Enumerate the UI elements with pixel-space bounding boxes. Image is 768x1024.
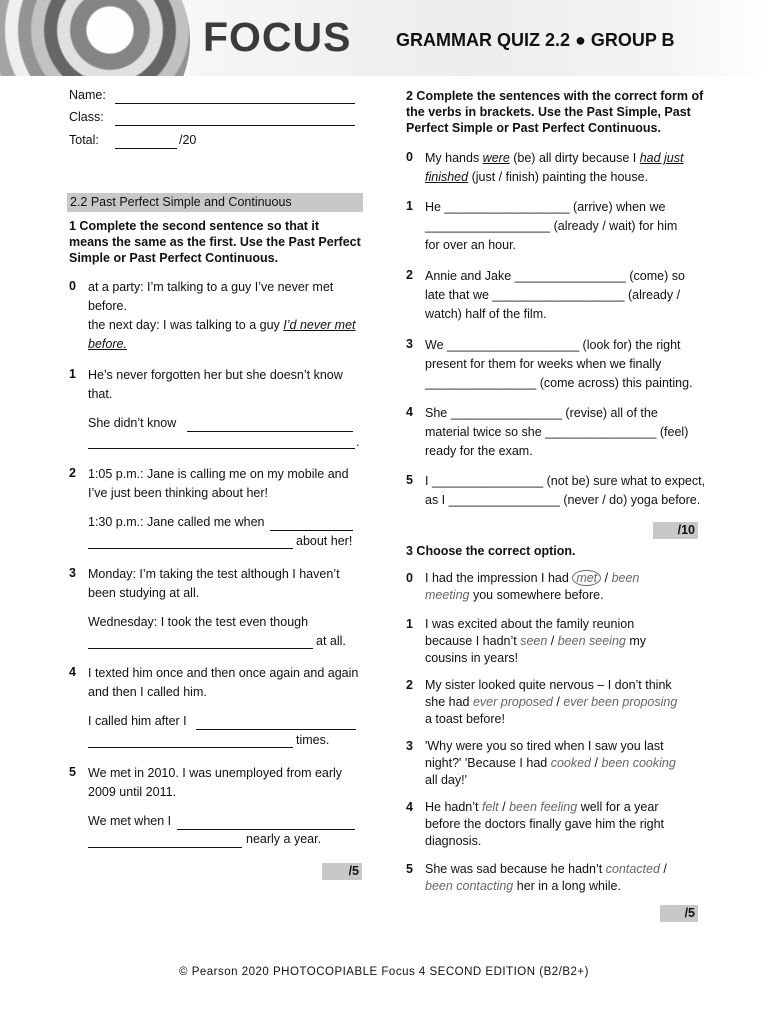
ex2-item[interactable] xyxy=(425,472,725,510)
ex3-text: I had the impression I had xyxy=(425,571,573,585)
ex1-item-prompt: We met in 2010. I was unemployed from early 2009 until 2011. xyxy=(88,766,343,799)
ex2-example-answer: had just xyxy=(639,151,684,165)
ex3-text: well for a year xyxy=(577,800,659,814)
option[interactable]: seen xyxy=(520,634,548,648)
class-field[interactable] xyxy=(115,112,355,126)
ex3-text: diagnosis. xyxy=(425,834,482,848)
ex2-text: (just / finish) painting the house. xyxy=(468,170,649,184)
ex2-line: present for them for weeks when we finally xyxy=(425,357,662,371)
option[interactable]: contacted xyxy=(605,862,660,876)
ex3-item xyxy=(425,677,720,728)
focus-logo-swirl xyxy=(0,0,190,76)
ex2-line: I ________________ (not be) sure what to expect, xyxy=(425,474,706,488)
option[interactable]: been cooking xyxy=(601,756,676,770)
ex2-text: (be) all dirty because I xyxy=(509,151,640,165)
ex1-item-prompt: 1:05 p.m.: Jane is calling me on my mobile and I’ve just been thinking about her! xyxy=(88,467,349,500)
ex2-line: material twice so she ________________ (feel) xyxy=(425,425,689,439)
option[interactable]: been contacting xyxy=(425,879,514,893)
ex1-item-stem: I called him after I xyxy=(88,714,187,728)
ex3-text: before the doctors finally gave him the right xyxy=(425,817,665,831)
ex2-line: She ________________ (revise) all of the xyxy=(425,406,658,420)
ex2-line: for over an hour. xyxy=(425,238,517,252)
ex1-item-end: at all. xyxy=(316,634,346,648)
answer-blank[interactable] xyxy=(196,716,356,730)
name-field[interactable] xyxy=(115,90,355,104)
answer-blank[interactable] xyxy=(88,635,313,649)
option[interactable]: felt xyxy=(481,800,499,814)
answer-blank[interactable] xyxy=(187,418,353,432)
ex3-score: /5 xyxy=(684,906,695,920)
ex3-text: night?' 'Because I had xyxy=(425,756,551,770)
ex2-item-number: 0 xyxy=(406,150,413,164)
section-title: 2.2 Past Perfect Simple and Continuous xyxy=(67,193,363,212)
ex2-example-answer: were xyxy=(482,151,510,165)
option[interactable]: ever proposed xyxy=(472,695,553,709)
ex3-text: you somewhere before. xyxy=(469,588,604,602)
ex2-line: We ___________________ (look for) the right xyxy=(425,338,681,352)
option-selected[interactable]: met xyxy=(572,570,601,586)
ex3-sep: / xyxy=(547,634,558,648)
ex2-line: ready for the exam. xyxy=(425,444,533,458)
brand-logo: FOCUS xyxy=(203,14,352,60)
ex2-item[interactable] xyxy=(425,267,720,324)
ex1-example-stem: the next day: I was talking to a guy xyxy=(88,318,284,332)
ex2-line: late that we ___________________ (already / xyxy=(425,288,681,302)
ex3-text: I was excited about the family reunion xyxy=(425,617,635,631)
ex2-item-number: 5 xyxy=(406,473,413,487)
ex2-item-example xyxy=(425,149,720,187)
ex3-sep: / xyxy=(498,800,510,814)
ex3-item xyxy=(425,570,720,604)
answer-blank[interactable] xyxy=(88,435,355,449)
ex2-item[interactable] xyxy=(425,198,720,255)
page-footer: © Pearson 2020 PHOTOCOPIABLE Focus 4 SECOND EDITION (B2/B2+) xyxy=(179,966,589,978)
ex3-text: because I hadn’t xyxy=(425,634,521,648)
ex2-item[interactable] xyxy=(425,404,720,461)
ex1-item-end: about her! xyxy=(296,534,353,548)
ex2-line: __________________ (already / wait) for him xyxy=(425,219,678,233)
ex2-score-box[interactable] xyxy=(653,522,698,539)
ex3-text: He hadn’t xyxy=(425,800,482,814)
ex1-item-number: 3 xyxy=(69,566,76,580)
ex3-score-box[interactable] xyxy=(660,905,698,922)
ex1-item-number: 1 xyxy=(69,367,76,381)
ex1-item-stem: We met when I xyxy=(88,814,172,828)
option[interactable]: meeting xyxy=(425,588,470,602)
ex1-item-example xyxy=(88,316,363,354)
ex1-item-end: times. xyxy=(296,733,330,747)
ex1-item-stem: Wednesday: I took the test even though xyxy=(88,615,309,629)
ex3-text: her in a long while. xyxy=(513,879,621,893)
ex3-item-number: 2 xyxy=(406,678,413,692)
answer-blank[interactable] xyxy=(88,535,293,549)
option[interactable]: been seeing xyxy=(557,634,626,648)
ex3-item-number: 4 xyxy=(406,800,413,814)
ex1-score-box[interactable] xyxy=(322,863,362,880)
ex2-item-number: 2 xyxy=(406,268,413,282)
ex1-item-prompt: I texted him once and then once again and again and then I called him. xyxy=(88,666,359,699)
ex1-item-number: 0 xyxy=(69,279,76,293)
ex1-score: /5 xyxy=(348,864,359,878)
total-label: Total: xyxy=(69,133,99,147)
ex3-item xyxy=(425,799,720,850)
ex2-instruction: 2 Complete the sentences with the correct form of the verbs in brackets. Use the Past Simple, Past Perfect Simple or Past Perfect Continuous. xyxy=(406,89,704,135)
ex3-instruction: 3 Choose the correct option. xyxy=(406,544,576,558)
ex3-sep: / xyxy=(659,862,667,876)
ex3-text: she had xyxy=(425,695,473,709)
ex2-line: as I ________________ (never / do) yoga before. xyxy=(425,493,701,507)
ex1-item-prompt: He’s never forgotten her but she doesn’t know that. xyxy=(88,368,343,401)
ex3-sep: / xyxy=(601,571,612,585)
ex1-item-number: 5 xyxy=(69,765,76,779)
ex2-item[interactable] xyxy=(425,336,720,393)
ex1-item-number: 4 xyxy=(69,665,76,679)
option[interactable]: ever been proposing xyxy=(563,695,678,709)
answer-blank[interactable] xyxy=(88,834,242,848)
ex3-text: my xyxy=(625,634,647,648)
ex3-text: She was sad because he hadn’t xyxy=(425,862,606,876)
ex2-line: watch) half of the film. xyxy=(425,307,547,321)
page-header xyxy=(0,0,768,76)
ex3-sep: / xyxy=(552,695,564,709)
ex3-item xyxy=(425,616,720,667)
ex2-score: /10 xyxy=(677,523,695,537)
ex2-line: Annie and Jake ________________ (come) so xyxy=(425,269,685,283)
ex3-item-number: 0 xyxy=(406,571,413,585)
option[interactable]: been feeling xyxy=(509,800,578,814)
ex1-instruction: 1 Complete the second sentence so that it means the same as the first. Use the Past Perfect Simple or Past Perfect Continuous. xyxy=(69,219,361,265)
ex2-line: ________________ (come across) this painting. xyxy=(425,376,693,390)
ex1-item-prompt: at a party: I’m talking to a guy I’ve never met before. xyxy=(88,280,334,313)
total-max: /20 xyxy=(179,133,197,147)
answer-blank[interactable] xyxy=(88,734,293,748)
total-field[interactable] xyxy=(115,135,177,149)
ex1-item-stem: 1:30 p.m.: Jane called me when xyxy=(88,515,265,529)
ex2-text: My hands xyxy=(425,151,483,165)
answer-blank[interactable] xyxy=(270,517,353,531)
ex3-item-number: 1 xyxy=(406,617,413,631)
name-label: Name: xyxy=(69,88,106,102)
ex3-item xyxy=(425,738,720,789)
ex3-text: 'Why were you so tired when I saw you last xyxy=(425,739,664,753)
ex1-item-prompt: Monday: I’m taking the test although I haven’t been studying at all. xyxy=(88,567,340,600)
ex3-text: all day!' xyxy=(425,773,467,787)
ex3-item-number: 5 xyxy=(406,862,413,876)
ex1-item-number: 2 xyxy=(69,466,76,480)
ex3-item-number: 3 xyxy=(406,739,413,753)
ex1-item-end: . xyxy=(356,435,360,449)
ex3-text: My sister looked quite nervous – I don’t think xyxy=(425,678,672,692)
ex2-example-answer: finished xyxy=(425,170,469,184)
option[interactable]: cooked xyxy=(550,756,592,770)
ex1-example-answer: I’d never met before. xyxy=(88,318,356,351)
ex3-sep: / xyxy=(591,756,602,770)
option[interactable]: been xyxy=(611,571,640,585)
class-label: Class: xyxy=(69,110,104,124)
ex3-text: a toast before! xyxy=(425,712,505,726)
ex2-item-number: 1 xyxy=(406,199,413,213)
answer-blank[interactable] xyxy=(177,816,355,830)
quiz-title: GRAMMAR QUIZ 2.2 ● GROUP B xyxy=(396,30,675,50)
ex2-line: He __________________ (arrive) when we xyxy=(425,200,666,214)
ex3-text: cousins in years! xyxy=(425,651,519,665)
ex2-item-number: 3 xyxy=(406,337,413,351)
ex1-item-end: nearly a year. xyxy=(246,832,322,846)
ex1-item-stem: She didn’t know xyxy=(88,416,177,430)
ex2-item-number: 4 xyxy=(406,405,413,419)
ex3-item xyxy=(425,861,720,895)
